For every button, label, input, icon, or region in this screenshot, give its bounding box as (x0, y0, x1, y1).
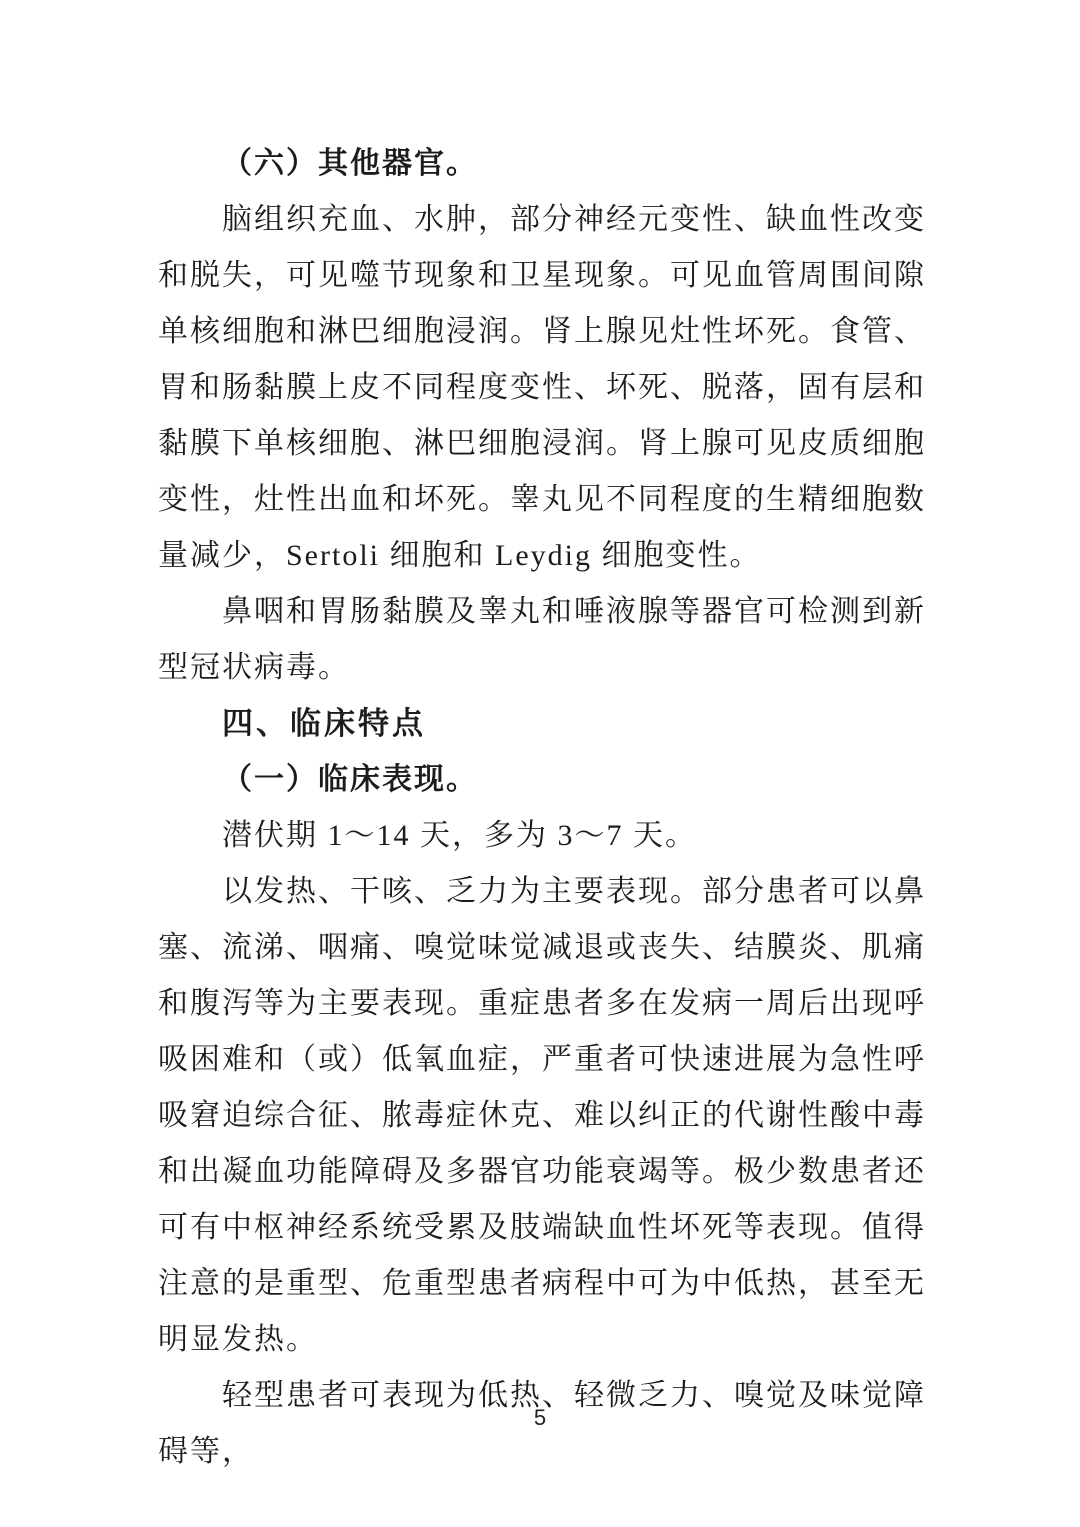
paragraph-organ-pathology: 脑组织充血、水肿，部分神经元变性、缺血性改变和脱失，可见噬节现象和卫星现象。可见血管周围间隙单核细胞和淋巴细胞浸润。肾上腺见灶性坏死。食管、胃和肠黏膜上皮不同程度变性、坏死、脱落，固有层和黏膜下单核细胞、淋巴细胞浸润。肾上腺可见皮质细胞变性，灶性出血和坏死。睾丸见不同程度的生精细胞数量减少，Sertoli 细胞和 Leydig 细胞变性。 (158, 203, 926, 572)
paragraph-virus-detection: 鼻咽和胃肠黏膜及睾丸和唾液腺等器官可检测到新型冠状病毒。 (158, 595, 926, 684)
subheading-section-6-other-organs: （六）其他器官。 (222, 147, 478, 180)
paragraph-mild-patients: 轻型患者可表现为低热、轻微乏力、嗅觉及味觉障碍等， (158, 1379, 926, 1468)
subheading-clinical-manifestations: （一）临床表现。 (222, 763, 478, 796)
paragraph-main-symptoms: 以发热、干咳、乏力为主要表现。部分患者可以鼻塞、流涕、咽痛、嗅觉味觉减退或丧失、结膜炎、肌痛和腹泻等为主要表现。重症患者多在发病一周后出现呼吸困难和（或）低氧血症，严重者可快速进展为急性呼吸窘迫综合征、脓毒症休克、难以纠正的代谢性酸中毒和出凝血功能障碍及多器官功能衰竭等。极少数患者还可有中枢神经系统受累及肢端缺血性坏死等表现。值得注意的是重型、危重型患者病程中可为中低热，甚至无明显发热。 (158, 875, 926, 1356)
paragraph-incubation-period: 潜伏期 1～14 天，多为 3～7 天。 (222, 819, 697, 852)
document-body (158, 136, 926, 1480)
heading-section-4-clinical-features: 四、临床特点 (222, 706, 426, 741)
page-number: 5 (533, 1405, 547, 1430)
